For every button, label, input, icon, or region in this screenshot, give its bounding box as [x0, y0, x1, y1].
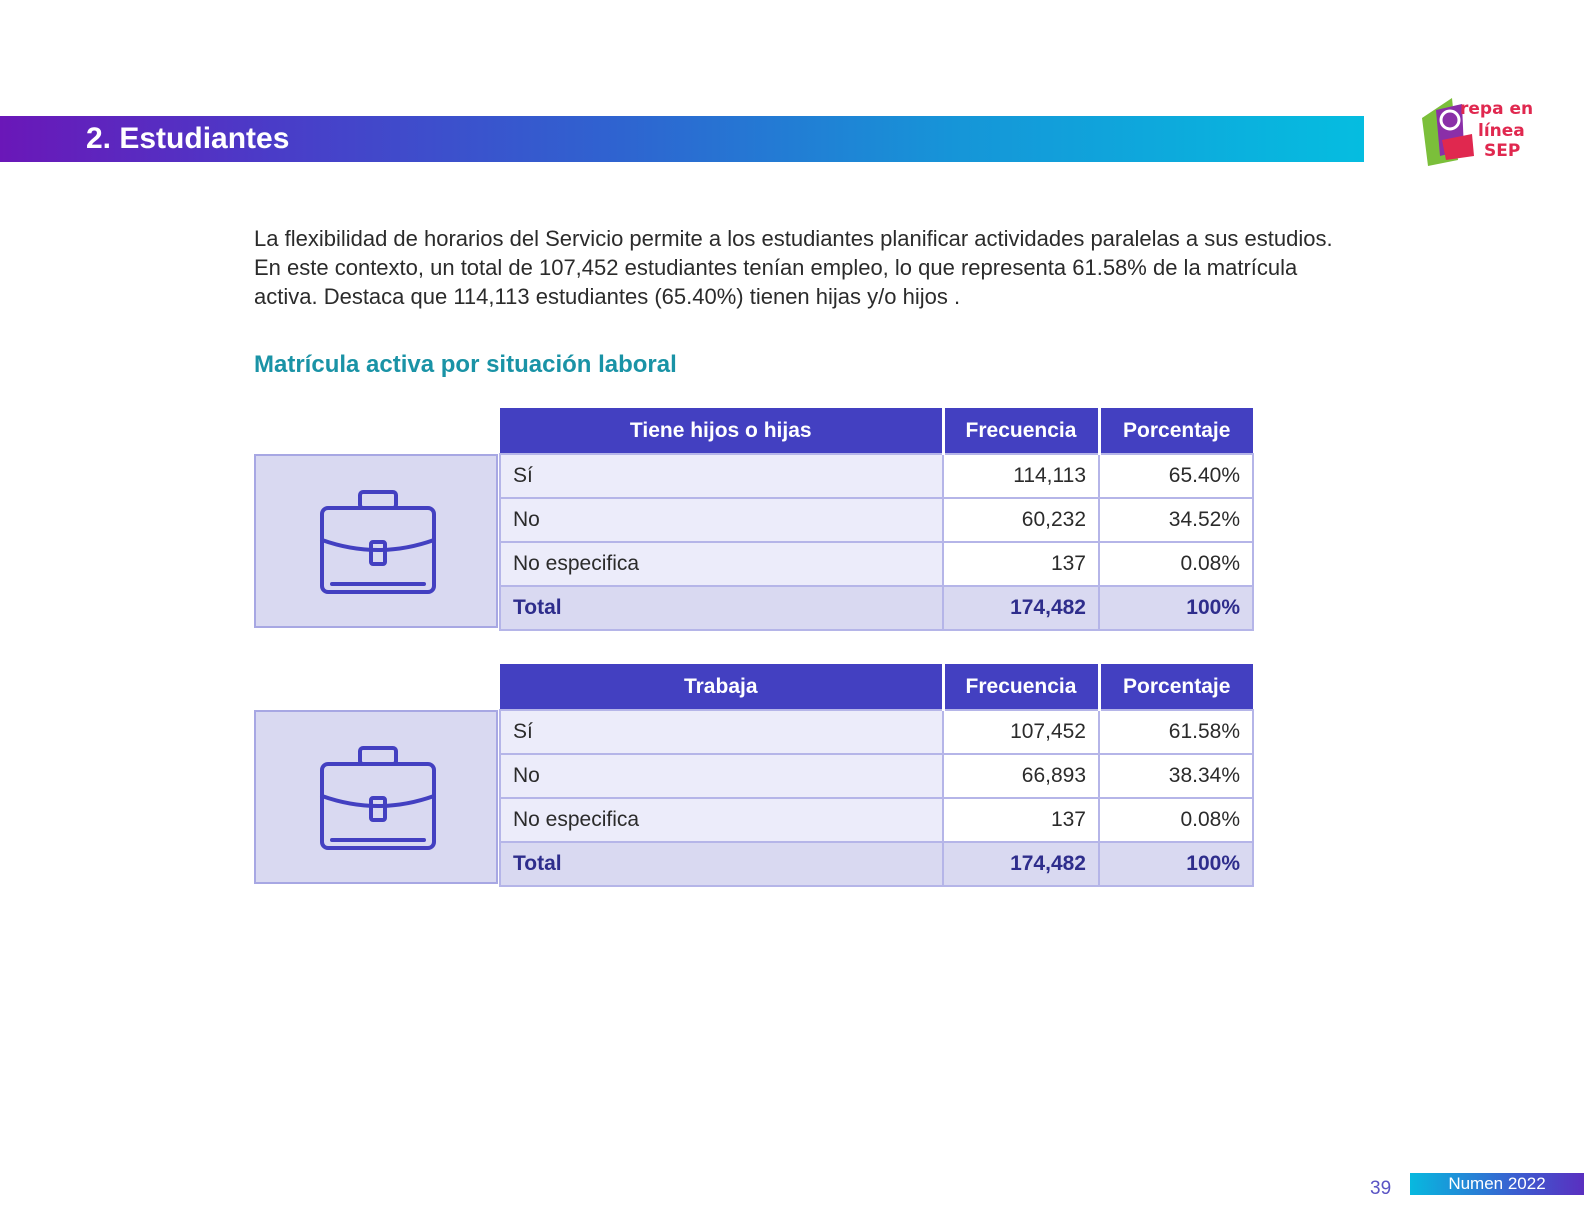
table-row — [500, 754, 1253, 798]
total-label: Total — [500, 842, 943, 886]
total-percent: 100% — [1099, 586, 1253, 630]
briefcase-icon — [318, 488, 438, 598]
percent-cell: 0.08% — [1099, 542, 1253, 586]
percent-cell: 61.58% — [1099, 710, 1253, 754]
table-row — [500, 542, 1253, 586]
total-frequency: 174,482 — [943, 586, 1099, 630]
section-title: 2. Estudiantes — [86, 122, 290, 155]
table-row — [500, 710, 1253, 754]
trabaja-table — [499, 664, 1254, 887]
icon-panel — [254, 454, 498, 628]
frequency-cell: 114,113 — [943, 454, 1099, 498]
column-header: Porcentaje — [1099, 408, 1253, 454]
table-row — [500, 798, 1253, 842]
frequency-cell: 60,232 — [943, 498, 1099, 542]
total-row — [500, 842, 1253, 886]
frequency-cell: 137 — [943, 542, 1099, 586]
briefcase-icon — [318, 744, 438, 854]
total-frequency: 174,482 — [943, 842, 1099, 886]
svg-text:repa en: repa en — [1460, 99, 1534, 119]
column-header: Frecuencia — [943, 408, 1099, 454]
table-row — [500, 454, 1253, 498]
svg-text:línea: línea — [1478, 121, 1525, 141]
svg-text:SEP: SEP — [1484, 141, 1521, 161]
frequency-cell: 66,893 — [943, 754, 1099, 798]
percent-cell: 34.52% — [1099, 498, 1253, 542]
row-label: No — [500, 754, 943, 798]
frequency-cell: 107,452 — [943, 710, 1099, 754]
column-header: Tiene hijos o hijas — [500, 408, 943, 454]
prepa-en-linea-logo — [1422, 90, 1534, 172]
page-number: 39 — [1370, 1178, 1392, 1199]
total-row — [500, 586, 1253, 630]
percent-cell: 0.08% — [1099, 798, 1253, 842]
row-label: No — [500, 498, 943, 542]
hijos-table — [499, 408, 1254, 631]
intro-paragraph: La flexibilidad de horarios del Servicio permite a los estudiantes planificar actividades paralelas a sus estudios. En este contexto, un total de 107,452 estudiantes tenían empleo, lo que representa 61.58% de la matrícula activa. Destaca que 114,113 estudiantes (65.40%) tienen hijas y/o hijos . — [254, 226, 1333, 309]
total-percent: 100% — [1099, 842, 1253, 886]
row-label: Sí — [500, 710, 943, 754]
icon-panel — [254, 710, 498, 884]
row-label: No especifica — [500, 798, 943, 842]
percent-cell: 38.34% — [1099, 754, 1253, 798]
table-header-row — [500, 408, 1253, 454]
table-subtitle: Matrícula activa por situación laboral — [254, 351, 677, 378]
total-label: Total — [500, 586, 943, 630]
table-row — [500, 498, 1253, 542]
frequency-cell: 137 — [943, 798, 1099, 842]
row-label: Sí — [500, 454, 943, 498]
column-header: Frecuencia — [943, 664, 1099, 710]
percent-cell: 65.40% — [1099, 454, 1253, 498]
column-header: Trabaja — [500, 664, 943, 710]
row-label: No especifica — [500, 542, 943, 586]
column-header: Porcentaje — [1099, 664, 1253, 710]
publication-footer: Numen 2022 — [1410, 1173, 1584, 1195]
table-header-row — [500, 664, 1253, 710]
